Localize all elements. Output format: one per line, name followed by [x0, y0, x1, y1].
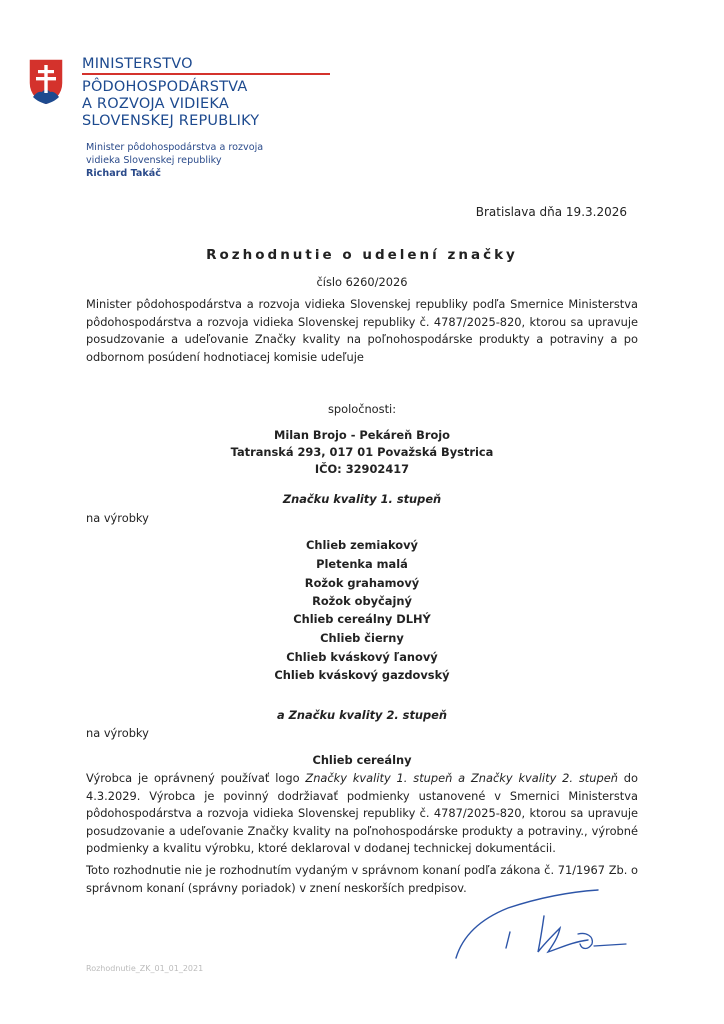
list-item: Chlieb čierny [320, 631, 404, 645]
ministry-name-line-4: SLOVENSKEJ REPUBLIKY [82, 113, 260, 129]
footer-document-code: Rozhodnutie_ZK_01_01_2021 [86, 964, 204, 973]
company-ico: IČO: 32902417 [314, 462, 410, 476]
list-item: Chlieb zemiakový [306, 538, 418, 552]
list-item: Rožok grahamový [304, 576, 420, 590]
conditions-text-2: do 4.3.2029. Výrobca je povinný dodržiavať podmienky ustanovené v Smernici Ministerstva pôdohospodárstva a rozvoja vidieka Slovenskej republiky č. 4787/2025-820, ktorou sa upravuje posudzovanie a udeľovanie Značky kvality na poľnohospodárske produkty a potraviny., výrobné podmienky a kvalitu výrobku, ktoré deklaroval v dodanej technickej dokumentácii. [86, 771, 638, 856]
minister-title-line-2: vidieka Slovenskej republiky [86, 155, 222, 166]
products-label-1: na výrobky [86, 511, 149, 525]
award-level-1: Značku kvality 1. stupeň [282, 492, 442, 506]
products-label-2: na výrobky [86, 726, 149, 740]
company-name: Milan Brojo - Pekáreň Brojo [273, 428, 451, 442]
company-address: Tatranská 293, 017 01 Považská Bystrica [230, 445, 494, 459]
date-line: Bratislava dňa 19.3.2026 [475, 205, 627, 219]
minister-name: Richard Takáč [86, 168, 161, 179]
document-number: číslo 6260/2026 [316, 275, 408, 289]
list-item: Chlieb kváskový gazdovský [274, 668, 450, 682]
header-red-rule [82, 73, 330, 75]
document-title: Rozhodnutie o udelení značky [206, 247, 518, 263]
list-item: Chlieb kváskový ľanový [286, 650, 438, 664]
legal-note-paragraph: Toto rozhodnutie nie je rozhodnutím vydaným v správnom konaní podľa zákona č. 71/1967 Zb. o správnom konaní (správny poriadok) v znení neskorších predpisov. [86, 863, 638, 895]
award-level-2: a Značku kvality 2. stupeň [277, 708, 447, 722]
ministry-name-line-2: PÔDOHOSPODÁRSTVA [82, 79, 248, 95]
intro-paragraph: Minister pôdohospodárstva a rozvoja vidieka Slovenskej republiky podľa Smernice Ministerstva pôdohospodárstva a rozvoja vidieka Slovenskej republiky č. 4787/2025-820, ktorou sa upravuje posudzovanie a udeľovanie Značky kvality na poľnohospodárske produkty a potraviny a po odbornom posúdení hodnotiacej komisie udeľuje [86, 297, 638, 364]
minister-title-line-1: Minister pôdohospodárstva a rozvoja [86, 142, 264, 153]
slovak-coat-of-arms-icon [27, 57, 65, 107]
conditions-paragraph [86, 770, 638, 858]
list-item: Chlieb cereálny [312, 753, 412, 767]
list-item: Pletenka malá [316, 557, 408, 571]
signature-icon [448, 886, 638, 966]
company-label: spoločnosti: [327, 402, 397, 416]
conditions-text-awards: Značky kvality 1. stupeň a Značky kvality 2. stupeň [305, 771, 618, 785]
ministry-name-line-1: MINISTERSTVO [82, 56, 193, 72]
ministry-name-line-3: A ROZVOJA VIDIEKA [82, 96, 229, 112]
list-item: Rožok obyčajný [312, 594, 412, 608]
conditions-text-1: Výrobca je oprávnený používať logo [86, 771, 306, 785]
list-item: Chlieb cereálny DLHÝ [293, 612, 431, 626]
